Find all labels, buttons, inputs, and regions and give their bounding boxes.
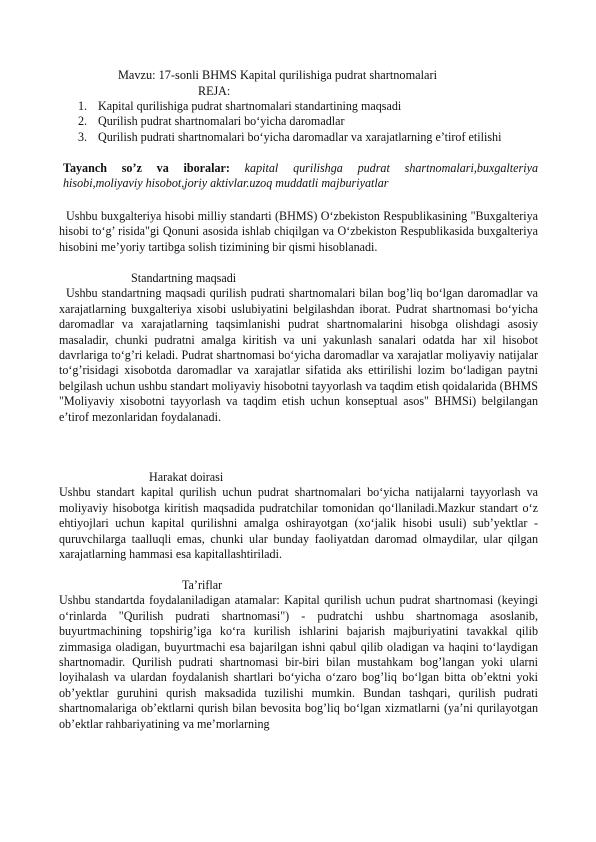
plan-item [78, 130, 538, 145]
document-title: Mavzu: 17-sonli BHMS Kapital qurilishiga pudrat shartnomalari [118, 68, 437, 82]
keywords-paragraph [63, 161, 538, 192]
section-heading-definitions: Ta’riflar [182, 578, 223, 592]
plan-item-text: Qurilish pudrati shartnomalari bo‘yicha daromadlar va xarajatlarning e’tirof etilishi [98, 129, 502, 144]
purpose-paragraph: Ushbu standartning maqsadi qurilish pudrati shartnomalari bilan bog’liq bo‘lgan daromadlar va xarajatlarning buxgalteriya xisobi uslubiyatini belgilashdan iborat. Pudrat shartnomasi bo‘yicha daromadlar va xarajatlarning taqsimlanishi pudrat shartnomalarini hisobga olishdagi asosiy masaladir, chunki pudratni amalga kiritish va uni yakunlash sanalari odatda har xil hisobot davrlariga to‘g’ri keladi. Pudrat shartnomasi bo‘yicha daromadlar va xarajatlar moliyaviy natijalar to‘g’risidagi xisobotda daromadlar va xarajatlar sifatida aks ettirilishi lozim bo‘ladigan paytni belgilash uchun ushbu standart moliyaviy hisobotni tayyorlash va taqdim etish qoidalarida (BHMS "Moliyaviy xisobotni tayyorlash va taqdim etish uchun konseptual asos" BHMSi) belgilangan e’tirof mezonlaridan foydalanadi. [59, 286, 538, 424]
scope-paragraph: Ushbu standart kapital qurilish uchun pudrat shartnomalari bo‘yicha natijalarni tayyorlash va moliyaviy hisobotga kiritish maqsadida pudratchilar tomonidan qo‘llaniladi.Mazkur standart o‘z ehtiyojlari uchun kapital qurilishni amalga oshirayotgan (xo‘jalik hisobi usuli) sub’yektlar - quruvchilarga taalluqli emas, chunki ular bunday faoliyatdan daromad olmaydilar, ular qilgan xarajatlarning hammasi esa kapitallashtiriladi. [59, 485, 538, 562]
section-heading-scope: Harakat doirasi [149, 470, 224, 484]
section-heading-purpose: Standartning maqsadi [131, 271, 237, 285]
section-purpose [59, 271, 538, 425]
plan-list [78, 99, 538, 145]
plan-item-number: 3. [78, 129, 88, 144]
intro-block [59, 209, 538, 255]
definitions-paragraph: Ushbu standartda foydalaniladigan atamalar: Kapital qurilish uchun pudrat shartnomasi (keyingi o‘rinlarda "Qurilish pudrati shartnomasi") - pudratchi ushbu shartnomaga asoslanib, buyurtmachining topshirig’iga ko‘ra kurilish ishlarini bajarish majburiyatini tavakkal qilib zimmasiga oladigan, buyurtmachi esa bajarilgan ishni qabul qilib oladigan va haqini to‘laydigan shartnomadir. Qurilish pudrati shartnomasi bir-biri bilan mustahkam bog’langan yoki ularni loyihalash va ulardan foydalanish shartlari bo‘yicha o‘zaro bog’liq bo‘lgan bitta ob’ektni yoki ob’yektlar guruhini qurish maksadida tuzilishi mumkin. Bundan tashqari, qurilish pudrati shartnomalariga ob’ektlarni qurish bilan bevosita bog’liq bo‘lgan xizmatlarni (ya’ni qurilayotgan ob’ektlar rahbariyatining va me’morlarning [59, 593, 538, 731]
plan-item-number: 2. [78, 114, 88, 129]
plan-heading: REJA: [198, 84, 231, 98]
plan-item-number: 1. [78, 99, 88, 113]
keywords-text: kapital qurilishga pudrat shartnomalari,buxgalteriya hisobi,moliyaviy hisobot,joriy aktivlar.uzoq muddatli majburiyatlar [63, 161, 538, 191]
section-scope [59, 470, 538, 562]
intro-paragraph: Ushbu buxgalteriya hisobi milliy standarti (BHMS) O‘zbekiston Respublikasining "Buxgalteriya hisobi to‘g’ risida"gi Qonuni asosida ishlab chiqilgan va O‘zbekiston Respublikasida buxgalteriya hisobini me’yoriy tartibga solish tizimining bir qismi hisoblanadi. [59, 209, 538, 254]
plan-item-text: Qurilish pudrat shartnomalari bo‘yicha daromadlar [98, 114, 345, 129]
plan-item [78, 114, 538, 129]
section-definitions [59, 578, 538, 732]
plan-item [78, 99, 538, 114]
plan-item-text: Kapital qurilishiga pudrat shartnomalari standartining maqsadi [98, 99, 402, 113]
keywords-label: Tayanch so’z va iboralar: [63, 161, 230, 175]
